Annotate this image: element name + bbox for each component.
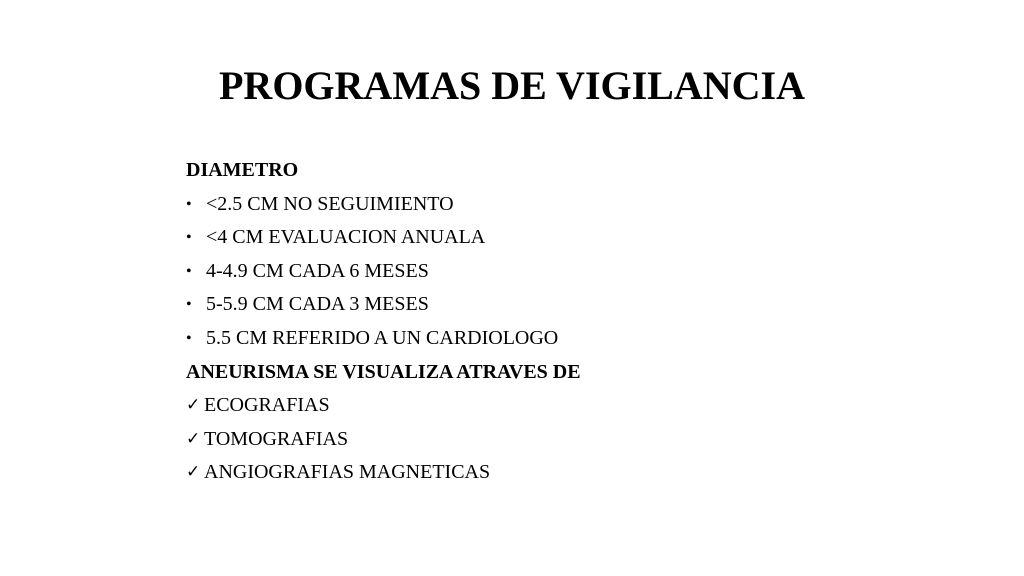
check-item-text: ECOGRAFIAS — [204, 394, 330, 417]
list-item-text: <4 CM EVALUACION ANUALA — [206, 226, 486, 249]
list-item — [186, 288, 886, 322]
bullet-dot-icon: • — [186, 195, 192, 213]
list-item — [186, 255, 886, 289]
list-item — [186, 322, 886, 356]
list-item-text: 5-5.9 CM CADA 3 MESES — [206, 293, 429, 316]
check-item — [186, 456, 886, 490]
bullet-dot-icon: • — [186, 262, 192, 280]
check-item — [186, 389, 886, 423]
check-item-text: TOMOGRAFIAS — [204, 427, 349, 450]
check-item-text: ANGIOGRAFIAS MAGNETICAS — [204, 461, 491, 484]
check-item — [186, 423, 886, 457]
bullet-dot-icon: • — [186, 296, 192, 314]
bullet-dot-icon: • — [186, 329, 192, 347]
aneurisma-heading: ANEURISMA SE VISUALIZA ATRAVES DE — [186, 360, 581, 383]
list-item — [186, 221, 886, 255]
slide-title: PROGRAMAS DE VIGILANCIA — [219, 63, 805, 108]
checkmark-icon: ✓ — [186, 462, 201, 483]
checkmark-icon: ✓ — [186, 428, 201, 449]
slide-content — [186, 154, 886, 490]
bullet-dot-icon: • — [186, 229, 192, 247]
list-item-text: 4-4.9 CM CADA 6 MESES — [206, 259, 429, 282]
diametro-heading: DIAMETRO — [186, 159, 299, 181]
checkmark-icon: ✓ — [186, 395, 201, 416]
list-item — [186, 188, 886, 222]
list-item-text: 5.5 CM REFERIDO A UN CARDIOLOGO — [206, 326, 559, 349]
list-item-text: <2.5 CM NO SEGUIMIENTO — [206, 192, 454, 215]
